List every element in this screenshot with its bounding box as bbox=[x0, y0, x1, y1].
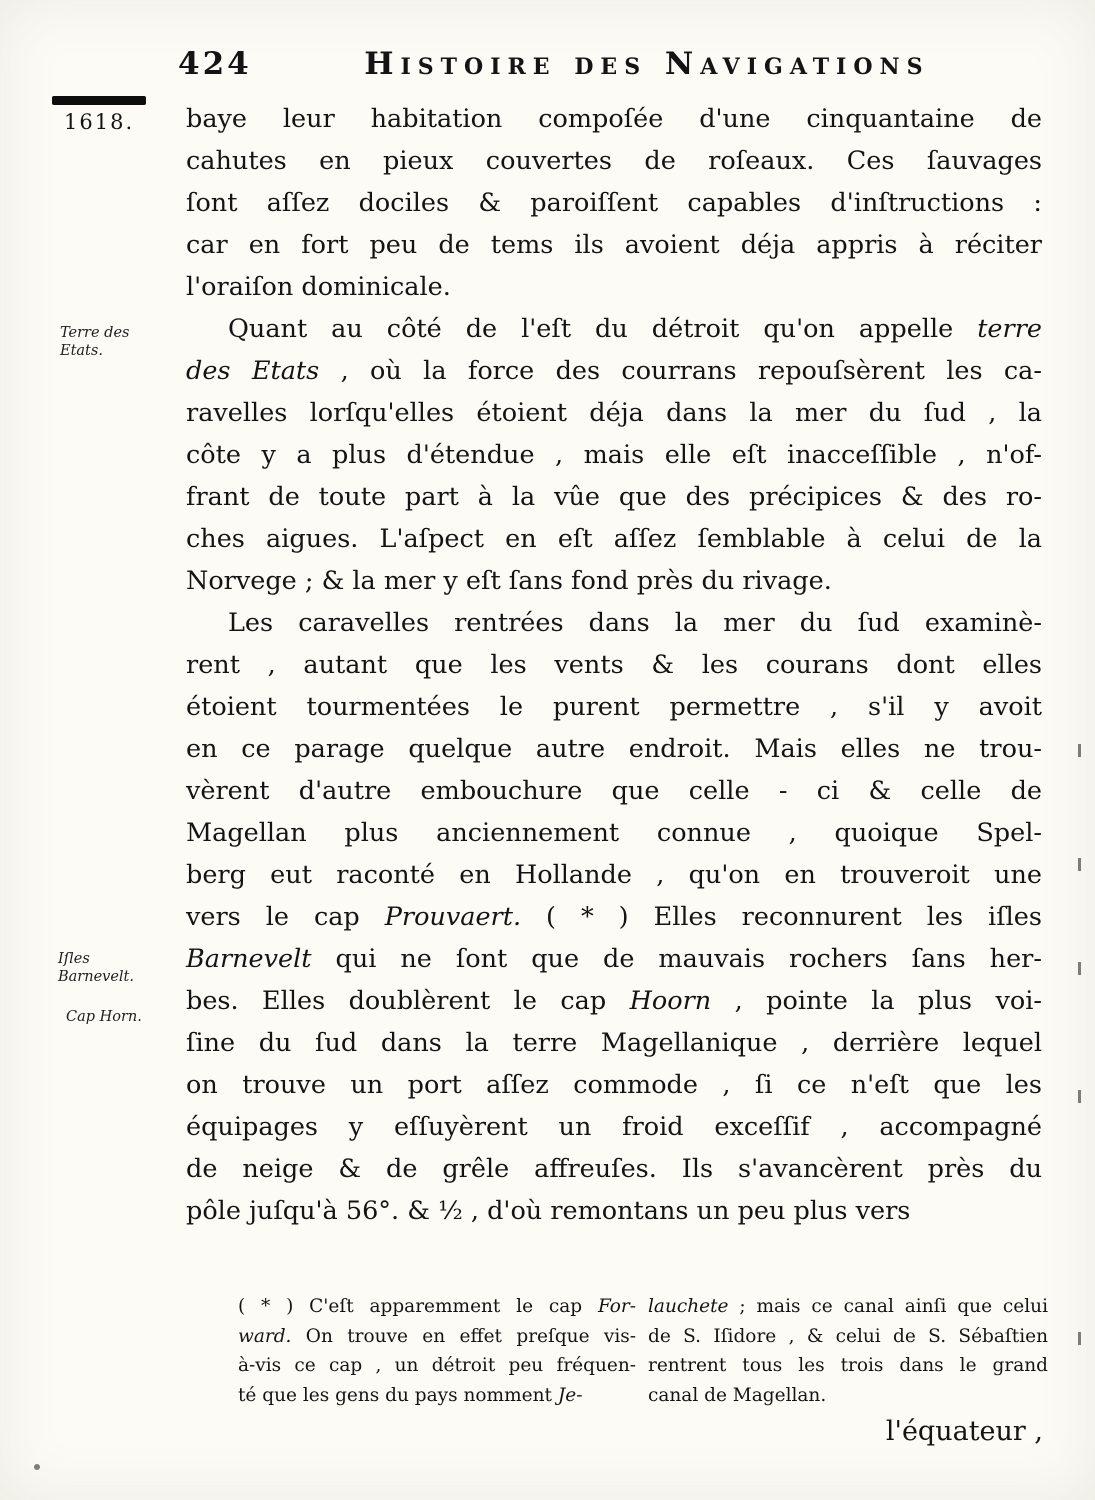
text-line: de S. Iſidore , & celui de S. Sébaſtien bbox=[648, 1325, 1048, 1347]
text-line: côte y a plus d'étendue , mais elle eſt inacceſſible , n'of- bbox=[186, 440, 1042, 470]
text-line: rent , autant que les vents & les courans dont elles bbox=[186, 650, 1042, 680]
text-line: car en fort peu de tems ils avoient déja appris à réciter bbox=[186, 230, 1042, 260]
text-line: Norvege ; & la mer y eſt ſans fond près du rivage. bbox=[186, 566, 832, 596]
italic-text: ward. bbox=[238, 1325, 292, 1347]
text-line: pôle juſqu'à 56°. & ½ , d'où remontans un peu plus vers bbox=[186, 1196, 911, 1226]
footnote-right-column bbox=[648, 1292, 1048, 1410]
paragraph bbox=[186, 602, 1042, 1232]
italic-text: des Etats bbox=[186, 356, 320, 386]
scan-artifact bbox=[34, 1464, 40, 1470]
text-line: ches aigues. L'aſpect en eſt aſſez ſemblable à celui de la bbox=[186, 524, 1042, 554]
text-line: en ce parage quelque autre endroit. Mais elles ne trou- bbox=[186, 734, 1042, 764]
text-line: bes. Elles doublèrent le cap Hoorn , pointe la plus voi- bbox=[186, 986, 1042, 1016]
italic-text: terre bbox=[977, 314, 1042, 344]
text-line: frant de toute part à la vûe que des précipices & des ro- bbox=[186, 482, 1042, 512]
text-line: Quant au côté de l'eſt du détroit qu'on appelle terre bbox=[228, 314, 1042, 344]
text-line: équipages y eſſuyèrent un froid exceſſif , accompagné bbox=[186, 1112, 1042, 1142]
margin-note-terre-des-etats: Terre des Etats. bbox=[60, 325, 130, 359]
scan-artifact bbox=[1078, 1332, 1081, 1345]
catchword: l'équateur , bbox=[885, 1416, 1043, 1447]
text-line: vers le cap Prouvaert. ( * ) Elles reconnurent les iſles bbox=[186, 902, 1042, 932]
margin-note-isles-barnevelt: Iſles Barnevelt. bbox=[58, 951, 134, 985]
text-line: l'oraiſon dominicale. bbox=[186, 272, 451, 302]
text-line: ſont aſſez dociles & paroiſſent capables d'inſtructions : bbox=[186, 188, 1042, 218]
margin-note-cap-horn: Cap Horn. bbox=[66, 1009, 142, 1025]
text-line: Les caravelles rentrées dans la mer du ſud examinè- bbox=[228, 608, 1042, 638]
scan-artifact bbox=[1078, 962, 1081, 975]
italic-text: Hoorn bbox=[629, 986, 712, 1016]
italic-text: Je- bbox=[557, 1384, 583, 1406]
body-text bbox=[186, 98, 1042, 1232]
italic-text: lauchete bbox=[648, 1296, 729, 1317]
text-line: de neige & de grêle affreuſes. Ils s'avancèrent près du bbox=[186, 1154, 1042, 1184]
text-line: on trouve un port aſſez commode , ſi ce n'eſt que les bbox=[186, 1070, 1042, 1100]
text-line: ſine du ſud dans la terre Magellanique , derrière lequel bbox=[186, 1028, 1042, 1058]
scan-artifact bbox=[1078, 744, 1081, 757]
scan-artifact bbox=[1078, 1090, 1081, 1103]
text-line: étoient tourmentées le purent permettre , s'il y avoit bbox=[186, 692, 1042, 722]
text-line: ward. On trouve en effet preſque vis- bbox=[238, 1325, 636, 1347]
scan-artifact bbox=[1078, 858, 1081, 871]
text-line: berg eut raconté en Hollande , qu'on en trouveroit une bbox=[186, 860, 1042, 890]
text-line: cahutes en pieux couvertes de roſeaux. Ces ſauvages bbox=[186, 146, 1042, 176]
text-line: Magellan plus anciennement connue , quoique Spel- bbox=[186, 818, 1042, 848]
running-title: Histoire des Navigations bbox=[364, 46, 930, 82]
text-line: ( * ) C'eſt apparemment le cap For- bbox=[238, 1296, 636, 1317]
text-line: lauchete ; mais ce canal ainſi que celui bbox=[648, 1296, 1048, 1317]
paragraph bbox=[186, 98, 1042, 308]
text-line: ravelles lorſqu'elles étoient déja dans la mer du ſud , la bbox=[186, 398, 1042, 428]
text-line: vèrent d'autre embouchure que celle - ci & celle de bbox=[186, 776, 1042, 806]
paragraph bbox=[186, 308, 1042, 602]
page-header bbox=[178, 46, 1042, 82]
text-line: à-vis ce cap , un détroit peu fréquen- bbox=[238, 1355, 636, 1376]
page-number: 424 bbox=[178, 46, 252, 82]
margin-year: 1618. bbox=[64, 110, 135, 134]
text-line: Barnevelt qui ne ſont que de mauvais rochers ſans her- bbox=[186, 944, 1042, 974]
text-line: té que les gens du pays nomment Je- bbox=[238, 1384, 583, 1406]
text-line: rentrent tous les trois dans le grand bbox=[648, 1355, 1048, 1376]
margin-rule bbox=[52, 96, 146, 105]
footnote-left-column bbox=[238, 1292, 636, 1410]
italic-text: Prouvaert. bbox=[384, 902, 522, 932]
italic-text: Barnevelt bbox=[186, 944, 312, 974]
italic-text: For- bbox=[597, 1296, 636, 1317]
text-line: des Etats , où la force des courrans repouſsèrent les ca- bbox=[186, 356, 1042, 386]
text-line: baye leur habitation compoſée d'une cinquantaine de bbox=[186, 104, 1042, 134]
text-line: canal de Magellan. bbox=[648, 1384, 827, 1406]
